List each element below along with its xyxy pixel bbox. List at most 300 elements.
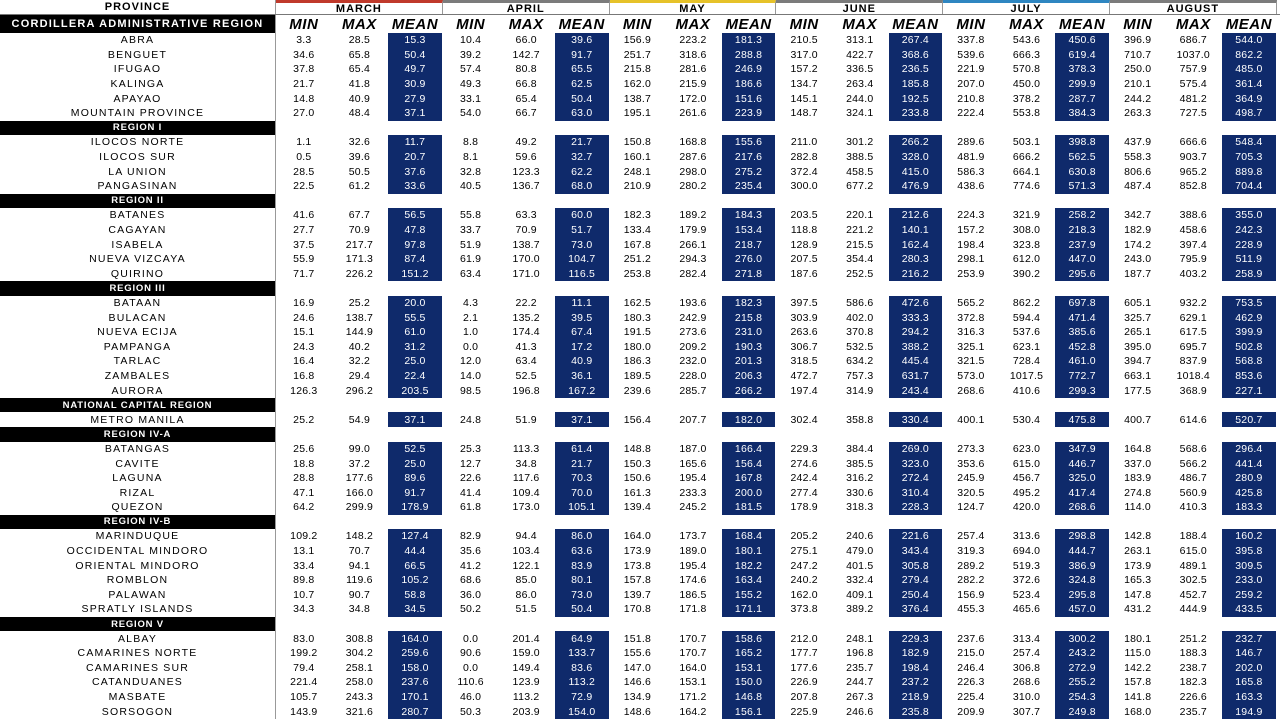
stat-header-july-max: MAX: [1009, 15, 1044, 33]
mean-cell: 221.6: [888, 529, 944, 544]
mean-cell: 11.7: [387, 135, 443, 150]
min-cell: 68.6: [459, 574, 482, 587]
mean-cell: 294.2: [888, 325, 944, 340]
mean-cell: 548.4: [1221, 135, 1277, 150]
mean-cell: 447.0: [1054, 252, 1110, 267]
max-cell: 144.9: [345, 326, 374, 339]
min-cell: 558.3: [1124, 151, 1152, 164]
min-cell: 215.8: [623, 63, 651, 76]
min-cell: 41.6: [293, 209, 315, 222]
mean-cell: 249.8: [1054, 704, 1110, 719]
max-cell: 159.0: [512, 647, 540, 660]
province-name: BATANGAS: [0, 442, 276, 457]
min-cell: 141.8: [1124, 691, 1152, 704]
mean-cell: 571.3: [1054, 179, 1110, 194]
min-cell: 34.6: [293, 48, 315, 61]
stat-header-august-mean: MEAN: [1225, 15, 1272, 33]
mean-cell: 417.4: [1054, 485, 1110, 500]
min-cell: 210.9: [623, 180, 651, 193]
max-cell: 586.6: [846, 296, 874, 309]
mean-cell: 227.1: [1221, 383, 1277, 398]
min-cell: 0.0: [462, 661, 479, 674]
max-cell: 358.8: [846, 413, 874, 426]
mean-cell: 266.2: [888, 135, 944, 150]
min-cell: 274.8: [1124, 486, 1152, 499]
max-cell: 122.1: [512, 559, 540, 572]
min-cell: 605.1: [1124, 296, 1152, 309]
mean-cell: 243.4: [888, 383, 944, 398]
min-cell: 2.1: [462, 311, 479, 324]
month-header-row: [0, 0, 1280, 15]
min-cell: 16.8: [293, 369, 315, 382]
mean-cell: 399.9: [1221, 325, 1277, 340]
min-cell: 126.3: [290, 384, 318, 397]
max-cell: 203.9: [512, 705, 540, 718]
max-cell: 402.0: [846, 311, 874, 324]
max-cell: 757.3: [846, 369, 874, 382]
province-name: IFUGAO: [0, 62, 276, 77]
max-cell: 171.2: [679, 691, 707, 704]
mean-cell: 170.1: [387, 690, 443, 705]
max-cell: 99.0: [348, 442, 371, 455]
min-cell: 225.4: [957, 691, 985, 704]
mean-cell: 34.5: [387, 602, 443, 617]
max-cell: 174.6: [679, 574, 707, 587]
region-label: REGION IV-B: [0, 515, 276, 530]
max-cell: 39.6: [348, 151, 371, 164]
min-cell: 663.1: [1124, 369, 1152, 382]
min-cell: 539.6: [957, 48, 985, 61]
mean-cell: 269.0: [888, 442, 944, 457]
table-row: [0, 500, 1280, 515]
min-cell: 277.4: [790, 486, 818, 499]
min-cell: 275.1: [790, 545, 818, 558]
region-title: CORDILLERA ADMINISTRATIVE REGION: [0, 15, 276, 33]
province-name: QUIRINO: [0, 267, 276, 282]
min-cell: 253.8: [623, 267, 651, 280]
max-cell: 94.1: [348, 559, 371, 572]
min-cell: 22.6: [459, 472, 482, 485]
max-cell: 306.8: [1012, 661, 1041, 674]
min-cell: 24.6: [293, 311, 315, 324]
min-cell: 148.7: [790, 107, 818, 120]
mean-cell: 186.6: [721, 77, 777, 92]
table-row: [0, 106, 1280, 121]
max-cell: 235.7: [1179, 705, 1207, 718]
max-cell: 66.8: [515, 78, 537, 91]
province-name: AURORA: [0, 383, 276, 398]
min-cell: 124.7: [957, 501, 985, 514]
max-cell: 388.6: [1179, 209, 1207, 222]
max-cell: 666.3: [1012, 48, 1041, 61]
province-name: RIZAL: [0, 485, 276, 500]
mean-cell: 235.8: [888, 704, 944, 719]
min-cell: 150.3: [623, 457, 651, 470]
min-cell: 373.8: [790, 603, 818, 616]
min-cell: 71.7: [293, 267, 315, 280]
province-name: ORIENTAL MINDORO: [0, 558, 276, 573]
mean-cell: 156.4: [721, 456, 777, 471]
min-cell: 89.8: [293, 574, 315, 587]
mean-cell: 520.7: [1221, 412, 1277, 427]
min-cell: 15.1: [293, 326, 315, 339]
min-cell: 162.0: [790, 588, 818, 601]
region-spacer: [276, 281, 1280, 296]
min-cell: 10.7: [293, 588, 315, 601]
max-cell: 34.8: [515, 457, 537, 470]
max-cell: 189.2: [679, 209, 707, 222]
mean-cell: 156.1: [721, 704, 777, 719]
mean-cell: 236.5: [888, 62, 944, 77]
table-row: [0, 325, 1280, 340]
mean-cell: 237.9: [1054, 237, 1110, 252]
mean-cell: 83.6: [554, 661, 610, 676]
min-cell: 155.6: [623, 647, 651, 660]
table-row: [0, 48, 1280, 63]
max-cell: 66.0: [515, 34, 537, 47]
max-cell: 728.4: [1012, 355, 1041, 368]
mean-cell: 200.0: [721, 485, 777, 500]
min-cell: 251.7: [623, 48, 651, 61]
min-cell: 157.8: [623, 574, 651, 587]
min-cell: 337.0: [1124, 457, 1152, 470]
max-cell: 444.9: [1179, 603, 1207, 616]
max-cell: 903.7: [1179, 151, 1207, 164]
max-cell: 302.5: [1179, 574, 1207, 587]
stat-header-august-max: MAX: [1175, 15, 1211, 33]
max-cell: 285.7: [679, 384, 707, 397]
min-cell: 174.2: [1124, 238, 1152, 251]
max-cell: 207.7: [679, 413, 707, 426]
max-cell: 29.4: [348, 369, 371, 382]
mean-cell: 216.2: [888, 267, 944, 282]
max-cell: 458.5: [846, 165, 874, 178]
max-cell: 390.2: [1012, 267, 1041, 280]
max-cell: 313.6: [1012, 530, 1041, 543]
mean-cell: 485.0: [1221, 62, 1277, 77]
region-spacer: [276, 617, 1280, 632]
min-cell: 173.8: [623, 559, 651, 572]
mean-cell: 398.8: [1054, 135, 1110, 150]
max-cell: 34.8: [348, 603, 371, 616]
mean-cell: 275.2: [721, 164, 777, 179]
min-cell: 321.5: [957, 355, 985, 368]
min-cell: 212.0: [790, 632, 818, 645]
mean-cell: 279.4: [888, 573, 944, 588]
max-cell: 298.0: [679, 165, 707, 178]
max-cell: 80.8: [515, 63, 537, 76]
province-name: MASBATE: [0, 690, 276, 705]
min-cell: 182.9: [1124, 224, 1152, 237]
min-cell: 210.8: [957, 92, 985, 105]
mean-cell: 300.2: [1054, 631, 1110, 646]
min-cell: 224.3: [957, 209, 985, 222]
min-cell: 251.2: [623, 253, 651, 266]
mean-cell: 475.8: [1054, 412, 1110, 427]
min-cell: 183.9: [1124, 472, 1152, 485]
mean-cell: 376.4: [888, 602, 944, 617]
max-cell: 695.7: [1179, 340, 1207, 353]
min-cell: 325.7: [1124, 311, 1152, 324]
min-cell: 437.9: [1124, 136, 1152, 149]
min-cell: 396.9: [1124, 34, 1152, 47]
table-row: [0, 310, 1280, 325]
max-cell: 282.4: [679, 267, 707, 280]
mean-cell: 73.0: [554, 237, 610, 252]
max-cell: 41.3: [515, 340, 537, 353]
min-cell: 397.5: [790, 296, 818, 309]
mean-cell: 235.4: [721, 179, 777, 194]
mean-cell: 47.8: [387, 223, 443, 238]
min-cell: 394.7: [1124, 355, 1152, 368]
max-cell: 795.9: [1179, 253, 1207, 266]
max-cell: 694.0: [1012, 545, 1041, 558]
min-cell: 210.1: [1124, 78, 1152, 91]
min-cell: 302.4: [790, 413, 818, 426]
min-cell: 306.7: [790, 340, 818, 353]
mean-cell: 502.8: [1221, 339, 1277, 354]
mean-cell: 202.0: [1221, 661, 1277, 676]
max-cell: 263.4: [846, 78, 874, 91]
region-header-row: [0, 617, 1280, 632]
mean-cell: 151.6: [721, 91, 777, 106]
mean-cell: 192.5: [888, 91, 944, 106]
min-cell: 806.6: [1124, 165, 1152, 178]
max-cell: 634.2: [846, 355, 874, 368]
mean-cell: 206.3: [721, 369, 777, 384]
max-cell: 248.1: [846, 632, 874, 645]
mean-cell: 153.1: [721, 661, 777, 676]
max-cell: 257.4: [1012, 647, 1041, 660]
min-cell: 455.3: [957, 603, 985, 616]
max-cell: 530.4: [1012, 413, 1041, 426]
max-cell: 244.0: [846, 92, 874, 105]
max-cell: 193.6: [679, 296, 707, 309]
mean-cell: 305.8: [888, 558, 944, 573]
max-cell: 179.9: [679, 224, 707, 237]
max-cell: 109.4: [512, 486, 540, 499]
max-cell: 217.7: [345, 238, 374, 251]
max-cell: 186.5: [679, 588, 707, 601]
max-cell: 378.2: [1012, 92, 1041, 105]
min-cell: 710.7: [1124, 48, 1152, 61]
province-name: ILOCOS NORTE: [0, 135, 276, 150]
mean-cell: 271.8: [721, 267, 777, 282]
max-cell: 149.4: [512, 661, 540, 674]
min-cell: 237.6: [957, 632, 985, 645]
mean-cell: 163.4: [721, 573, 777, 588]
max-cell: 384.4: [846, 442, 874, 455]
max-cell: 188.4: [1179, 530, 1207, 543]
max-cell: 189.0: [679, 545, 707, 558]
max-cell: 388.5: [846, 151, 874, 164]
mean-cell: 268.6: [1054, 500, 1110, 515]
min-cell: 0.0: [462, 632, 479, 645]
min-cell: 50.2: [459, 603, 482, 616]
mean-cell: 446.7: [1054, 456, 1110, 471]
month-header-march: MARCH: [276, 0, 443, 14]
region-label: REGION I: [0, 121, 276, 136]
max-cell: 465.6: [1012, 603, 1041, 616]
min-cell: 195.1: [623, 107, 651, 120]
mean-cell: 385.6: [1054, 325, 1110, 340]
max-cell: 242.9: [679, 311, 707, 324]
min-cell: 337.8: [957, 34, 985, 47]
min-cell: 248.1: [623, 165, 651, 178]
mean-cell: 80.1: [554, 573, 610, 588]
mean-cell: 31.2: [387, 339, 443, 354]
mean-cell: 259.6: [387, 646, 443, 661]
table-row: [0, 529, 1280, 544]
max-cell: 332.4: [846, 574, 874, 587]
mean-cell: 182.2: [721, 558, 777, 573]
mean-cell: 25.0: [387, 456, 443, 471]
max-cell: 837.9: [1179, 355, 1207, 368]
mean-cell: 37.1: [387, 412, 443, 427]
min-cell: 12.7: [459, 457, 482, 470]
mean-cell: 39.5: [554, 310, 610, 325]
mean-cell: 272.4: [888, 471, 944, 486]
table-row: [0, 704, 1280, 719]
mean-cell: 33.6: [387, 179, 443, 194]
region-spacer: [276, 427, 1280, 442]
stat-header-june-max: MAX: [842, 15, 878, 33]
min-cell: 168.0: [1124, 705, 1152, 718]
min-cell: 14.8: [293, 92, 315, 105]
max-cell: 142.7: [512, 48, 540, 61]
max-cell: 61.2: [348, 180, 371, 193]
max-cell: 321.9: [1012, 209, 1041, 222]
mean-cell: 165.2: [721, 646, 777, 661]
max-cell: 209.2: [679, 340, 707, 353]
mean-cell: 258.2: [1054, 208, 1110, 223]
min-cell: 63.4: [459, 267, 482, 280]
mean-cell: 324.8: [1054, 573, 1110, 588]
max-cell: 757.9: [1179, 63, 1207, 76]
province-name: PAMPANGA: [0, 339, 276, 354]
max-cell: 138.7: [345, 311, 374, 324]
province-name: QUEZON: [0, 500, 276, 515]
mean-cell: 65.5: [554, 62, 610, 77]
mean-cell: 705.3: [1221, 150, 1277, 165]
mean-cell: 70.3: [554, 471, 610, 486]
max-cell: 67.7: [348, 209, 371, 222]
mean-cell: 562.5: [1054, 150, 1110, 165]
max-cell: 267.3: [846, 691, 874, 704]
min-cell: 353.6: [957, 457, 985, 470]
max-cell: 313.4: [1012, 632, 1041, 645]
mean-cell: 259.2: [1221, 588, 1277, 603]
max-cell: 553.8: [1012, 107, 1041, 120]
province-name: BATANES: [0, 208, 276, 223]
min-cell: 342.7: [1124, 209, 1152, 222]
max-cell: 117.6: [512, 472, 540, 485]
max-cell: 686.7: [1179, 34, 1207, 47]
mean-cell: 154.0: [554, 704, 610, 719]
mean-cell: 158.0: [387, 661, 443, 676]
mean-cell: 185.8: [888, 77, 944, 92]
region-label: REGION V: [0, 617, 276, 632]
table-row: [0, 602, 1280, 617]
mean-cell: 44.4: [387, 544, 443, 559]
mean-cell: 461.0: [1054, 354, 1110, 369]
mean-cell: 280.9: [1221, 471, 1277, 486]
mean-cell: 21.7: [554, 456, 610, 471]
mean-cell: 66.5: [387, 558, 443, 573]
min-cell: 157.8: [1124, 676, 1152, 689]
max-cell: 54.9: [348, 413, 371, 426]
max-cell: 287.6: [679, 151, 707, 164]
mean-cell: 568.8: [1221, 354, 1277, 369]
table-row: [0, 267, 1280, 282]
min-cell: 222.4: [957, 107, 985, 120]
mean-cell: 258.9: [1221, 267, 1277, 282]
min-cell: 225.9: [790, 705, 818, 718]
mean-cell: 619.4: [1054, 48, 1110, 63]
max-cell: 575.4: [1179, 78, 1207, 91]
min-cell: 177.7: [790, 647, 818, 660]
min-cell: 180.1: [1124, 632, 1152, 645]
min-cell: 246.4: [957, 661, 985, 674]
max-cell: 774.6: [1012, 180, 1041, 193]
table-row: [0, 646, 1280, 661]
max-cell: 240.6: [846, 530, 874, 543]
max-cell: 70.9: [348, 224, 371, 237]
min-cell: 82.9: [459, 530, 482, 543]
mean-cell: 162.4: [888, 237, 944, 252]
mean-cell: 457.0: [1054, 602, 1110, 617]
max-cell: 246.6: [846, 705, 874, 718]
min-cell: 147.8: [1124, 588, 1152, 601]
max-cell: 25.2: [348, 296, 371, 309]
max-cell: 299.9: [345, 501, 374, 514]
stat-header-june-mean: MEAN: [892, 15, 939, 33]
max-cell: 666.2: [1012, 151, 1041, 164]
min-cell: 33.7: [459, 224, 482, 237]
max-cell: 226.6: [1179, 691, 1207, 704]
max-cell: 666.6: [1179, 136, 1207, 149]
max-cell: 368.9: [1179, 384, 1207, 397]
max-cell: 165.6: [679, 457, 707, 470]
region-label: REGION II: [0, 194, 276, 209]
mean-cell: 217.6: [721, 150, 777, 165]
province-name: APAYAO: [0, 91, 276, 106]
mean-cell: 201.3: [721, 354, 777, 369]
mean-cell: 368.6: [888, 48, 944, 63]
min-cell: 28.5: [293, 165, 315, 178]
mean-cell: 298.8: [1054, 529, 1110, 544]
mean-cell: 333.3: [888, 310, 944, 325]
min-cell: 565.2: [957, 296, 985, 309]
min-cell: 282.2: [957, 574, 985, 587]
max-cell: 251.2: [1179, 632, 1207, 645]
mean-cell: 223.9: [721, 106, 777, 121]
mean-cell: 11.1: [554, 296, 610, 311]
min-cell: 487.4: [1124, 180, 1152, 193]
min-cell: 221.9: [957, 63, 985, 76]
mean-cell: 171.1: [721, 602, 777, 617]
max-cell: 296.2: [345, 384, 374, 397]
min-cell: 161.3: [623, 486, 651, 499]
mean-cell: 15.3: [387, 33, 443, 48]
mean-cell: 97.8: [387, 237, 443, 252]
min-cell: 139.4: [623, 501, 651, 514]
max-cell: 171.0: [512, 267, 540, 280]
max-cell: 215.9: [679, 78, 707, 91]
max-cell: 188.3: [1179, 647, 1207, 660]
mean-cell: 237.6: [387, 675, 443, 690]
min-cell: 150.8: [623, 136, 651, 149]
